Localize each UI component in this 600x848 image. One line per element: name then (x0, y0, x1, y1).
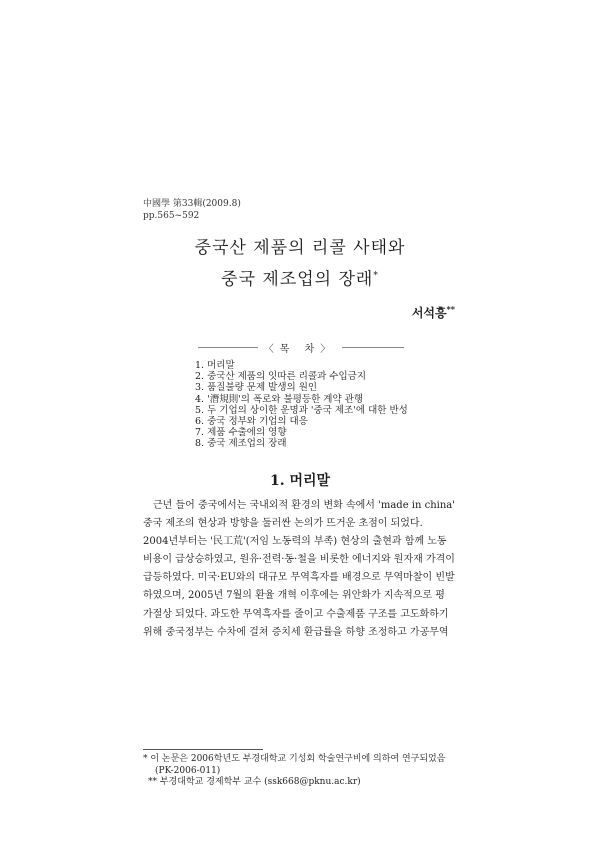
toc-item: 6. 중국 정부와 기업의 대응 (195, 416, 308, 428)
title-line-2 (0, 262, 600, 294)
toc-item: 7. 제품 수출에의 영향 (195, 427, 287, 439)
toc-item: 1. 머리말 (195, 360, 235, 371)
section-heading: 1. 머리말 (269, 473, 331, 489)
footnote-funding-code: (PK-2006-011) (155, 765, 221, 776)
body-line: 비용이 급상승하였고, 원유·전력·동·철을 비롯한 에너지와 원자재 가격이 (143, 554, 455, 566)
body-line: 중국 제조의 현상과 방향을 둘러싼 논의가 뜨거운 초점이 되었다. (143, 518, 423, 530)
body-line: 가절상 되었다. 과도한 무역흑자를 줄이고 수출제품 구조를 고도화하기 (143, 608, 449, 620)
footnotes (143, 754, 463, 789)
table-of-contents (195, 360, 408, 450)
body-paragraph (143, 497, 458, 642)
page-range: pp.565~592 (143, 211, 200, 221)
author-footnote-marker: ** (446, 304, 455, 314)
footnote-author-affiliation: ** 부경대학교 경제학부 교수 (ssk668@pknu.ac.kr) (148, 777, 361, 787)
title-line-1: 중국산 제품의 리콜 사태와 (194, 238, 406, 258)
toc-item: 2. 중국산 제품의 잇따른 리콜과 수입금지 (195, 371, 366, 383)
body-line: 2004년부터는 '民工荒'(저임 노동력의 부족) 현상의 출현과 함께 노동 (143, 536, 447, 548)
footnote-funding: * 이 논문은 2006학년도 부경대학교 기성회 학술연구비에 의하여 연구되었음 (143, 754, 446, 764)
footnote-rule (143, 749, 263, 750)
journal-issue: 中國學 第33輯(2009.8) (143, 199, 241, 209)
toc-item: 5. 두 기업의 상이한 운명과 '중국 제조'에 대한 반성 (195, 404, 408, 416)
toc-item: 8. 중국 제조업의 장래 (195, 438, 287, 450)
title-footnote-marker: * (373, 271, 379, 281)
body-line: 하였으며, 2005년 7월의 환율 개혁 이후에는 위안화가 지속적으로 평 (143, 590, 445, 602)
toc-item: 3. 품질불량 문제 발생의 원인 (195, 382, 318, 394)
body-line: 위해 중국정부는 수차에 걸쳐 증치세 환급률을 하향 조정하고 가공무역 (143, 626, 449, 638)
title-line-2-text: 중국 제조업의 장래 (221, 269, 374, 290)
paper-title (0, 234, 600, 294)
toc-item: 4. '潛規則'의 폭로와 불평등한 계약 관행 (195, 393, 364, 405)
body-line: 급등하였다. 미국·EU와의 대규모 무역흑자를 배경으로 무역마찰이 빈발 (143, 572, 455, 584)
toc-heading (0, 340, 600, 355)
body-line: 근년 들어 중국에서는 국내외적 환경의 변화 속에서 'made in china' (153, 500, 456, 511)
toc-heading-text: 〈목 차〉 (258, 344, 343, 355)
journal-header (143, 198, 241, 222)
author-name (412, 304, 455, 321)
author-name-text: 서석흥 (411, 306, 447, 320)
